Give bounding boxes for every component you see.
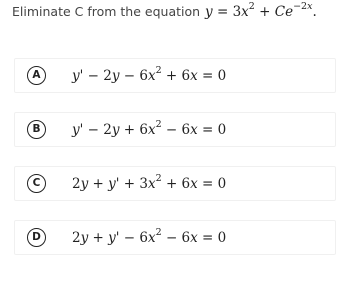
option-b-equation: $y' - 2y + 6x^2 - 6x = 0$ [72, 118, 227, 138]
option-a-equation: $y' - 2y - 6x^2 + 6x = 0$ [72, 64, 227, 84]
option-letter-a-icon: A [27, 66, 46, 85]
question-equation: $y = 3x^2 + Ce^{-2x}$. [205, 1, 317, 20]
question-prompt [12, 1, 317, 28]
answer-option-a[interactable] [14, 58, 336, 93]
answer-option-c[interactable] [14, 166, 336, 201]
option-letter-b-icon: B [27, 120, 46, 139]
question-text: Eliminate C from the equation [12, 4, 201, 19]
option-letter-d-icon: D [27, 228, 46, 247]
answer-option-d[interactable] [14, 220, 336, 255]
answer-option-b[interactable] [14, 112, 336, 147]
option-d-equation: $2y + y' - 6x^2 - 6x = 0$ [72, 226, 227, 246]
option-letter-c-icon: C [27, 174, 46, 193]
option-c-equation: $2y + y' + 3x^2 + 6x = 0$ [72, 172, 227, 192]
